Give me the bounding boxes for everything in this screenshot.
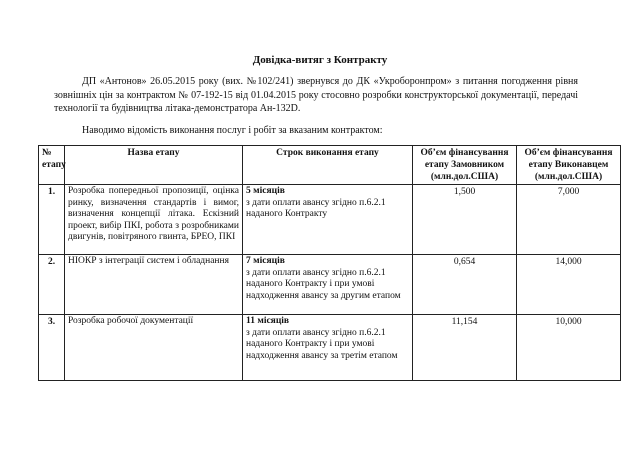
document-title: Довідка-витяг з Контракту bbox=[252, 54, 388, 66]
table-row bbox=[39, 255, 621, 315]
stage-term-duration: 5 місяців bbox=[246, 186, 285, 196]
stage-number: 1. bbox=[39, 185, 65, 255]
customer-funding: 11,154 bbox=[413, 315, 517, 381]
table-row bbox=[39, 185, 621, 255]
stage-name: Розробка попередньої пропозиції, оцінка ринку, визначення стандартів і вимог, визначення концепції літака. Ескізний проект, вибір ПКІ, робота з розробниками двигунів, повітряного гвинта, БРЕО, ПКІ bbox=[65, 185, 243, 255]
header-stage-number: № етапу bbox=[39, 146, 65, 185]
header-stage-name: Назва етапу bbox=[65, 146, 243, 185]
stage-term-condition: з дати оплати авансу згідно п.6.2.1 наданого Контракту і при умові надходження авансу за другим етапом bbox=[246, 267, 401, 301]
contractor-funding: 10,000 bbox=[517, 315, 621, 381]
stage-term bbox=[243, 255, 413, 315]
customer-funding: 0,654 bbox=[413, 255, 517, 315]
stage-term bbox=[243, 185, 413, 255]
contractor-funding: 7,000 bbox=[517, 185, 621, 255]
stage-term-condition: з дати оплати авансу згідно п.6.2.1 наданого Контракту і при умові надходження авансу за третім етапом bbox=[246, 327, 398, 361]
stages-table bbox=[38, 145, 621, 381]
header-customer-funding: Об’єм фінансування етапу Замовником (млн.дол.США) bbox=[413, 146, 517, 185]
contractor-funding: 14,000 bbox=[517, 255, 621, 315]
stage-term bbox=[243, 315, 413, 381]
stage-number: 2. bbox=[39, 255, 65, 315]
header-contractor-funding: Об’єм фінансування етапу Виконавцем (млн.дол.США) bbox=[517, 146, 621, 185]
stage-term-condition: з дати оплати авансу згідно п.6.2.1 наданого Контракту bbox=[246, 197, 386, 219]
lead-sentence: Наводимо відомість виконання послуг і робіт за вказаним контрактом: bbox=[82, 125, 383, 136]
intro-paragraph: ДП «Антонов» 26.05.2015 року (вих. №102/241) звернувся до ДК «Укроборонпром» з питання погодження рівня зовнішніх цін за контрактом № 07-192-15 від 01.04.2015 року стосовно розробки конструкторської документації, передачі технології та будівництва літака-демонстратора Ан-132D. bbox=[54, 76, 578, 114]
stage-name: НІОКР з інтеграції систем і обладнання bbox=[65, 255, 243, 315]
stage-term-duration: 7 місяців bbox=[246, 256, 285, 266]
header-stage-term: Строк виконання етапу bbox=[243, 146, 413, 185]
table-row bbox=[39, 315, 621, 381]
customer-funding: 1,500 bbox=[413, 185, 517, 255]
stage-term-duration: 11 місяців bbox=[246, 316, 290, 326]
table-header-row bbox=[39, 146, 621, 185]
stage-number: 3. bbox=[39, 315, 65, 381]
stage-name: Розробка робочої документації bbox=[65, 315, 243, 381]
